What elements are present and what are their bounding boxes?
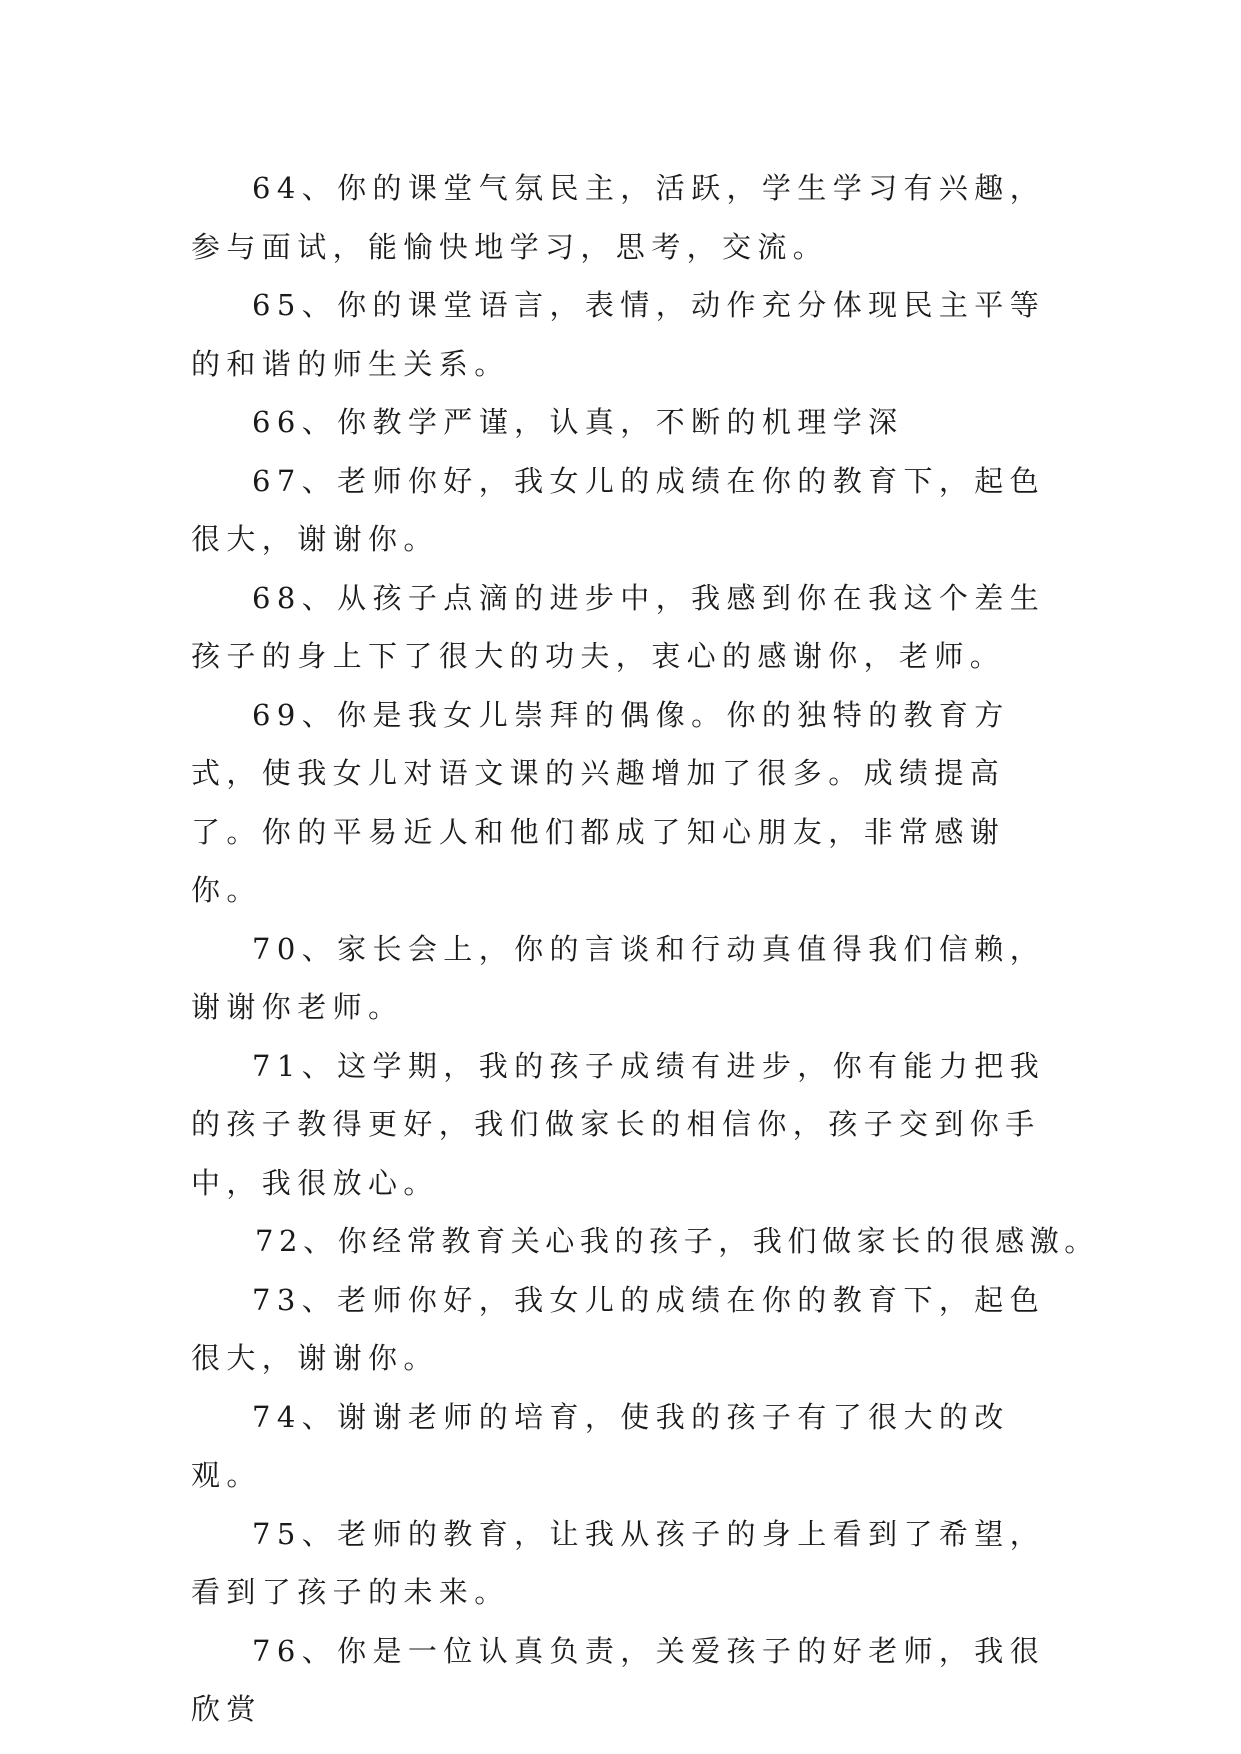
paragraph-64: 64、你的课堂气氛民主，活跃，学生学习有兴趣，参与面试，能愉快地学习，思考，交流。 (191, 171, 1046, 264)
paragraph-73: 73、老师你好，我女儿的成绩在你的教育下，起色很大，谢谢你。 (191, 1282, 1046, 1375)
paragraph-68: 68、从孩子点滴的进步中，我感到你在我这个差生孩子的身上下了很大的功夫，衷心的感谢你，老师。 (191, 580, 1046, 673)
paragraph-70: 70、家长会上，你的言谈和行动真值得我们信赖，谢谢你老师。 (191, 931, 1046, 1024)
paragraph-76: 76、你是一位认真负责，关爱孩子的好老师，我很欣赏 (191, 1633, 1046, 1726)
paragraph-69: 69、你是我女儿崇拜的偶像。你的独特的教育方式，使我女儿对语文课的兴趣增加了很多。成绩提高了。你的平易近人和他们都成了知心朋友，非常感谢你。 (191, 697, 1010, 907)
paragraph-65: 65、你的课堂语言，表情，动作充分体现民主平等的和谐的师生关系。 (191, 288, 1046, 381)
document-body (191, 159, 1099, 1739)
paragraph-67: 67、老师你好，我女儿的成绩在你的教育下，起色很大，谢谢你。 (191, 463, 1046, 556)
paragraph-74: 74、谢谢老师的培育，使我的孩子有了很大的改观。 (191, 1399, 1010, 1492)
paragraph-75: 75、老师的教育，让我从孩子的身上看到了希望，看到了孩子的未来。 (191, 1516, 1046, 1609)
paragraph-66: 66、你教学严谨，认真，不断的机理学深 (252, 405, 904, 439)
paragraph-71: 71、这学期，我的孩子成绩有进步，你有能力把我的孩子教得更好，我们做家长的相信你，孩子交到你手中，我很放心。 (191, 1048, 1046, 1200)
paragraph-72: 72、你经常教育关心我的孩子，我们做家长的很感激。 (255, 1224, 1099, 1258)
